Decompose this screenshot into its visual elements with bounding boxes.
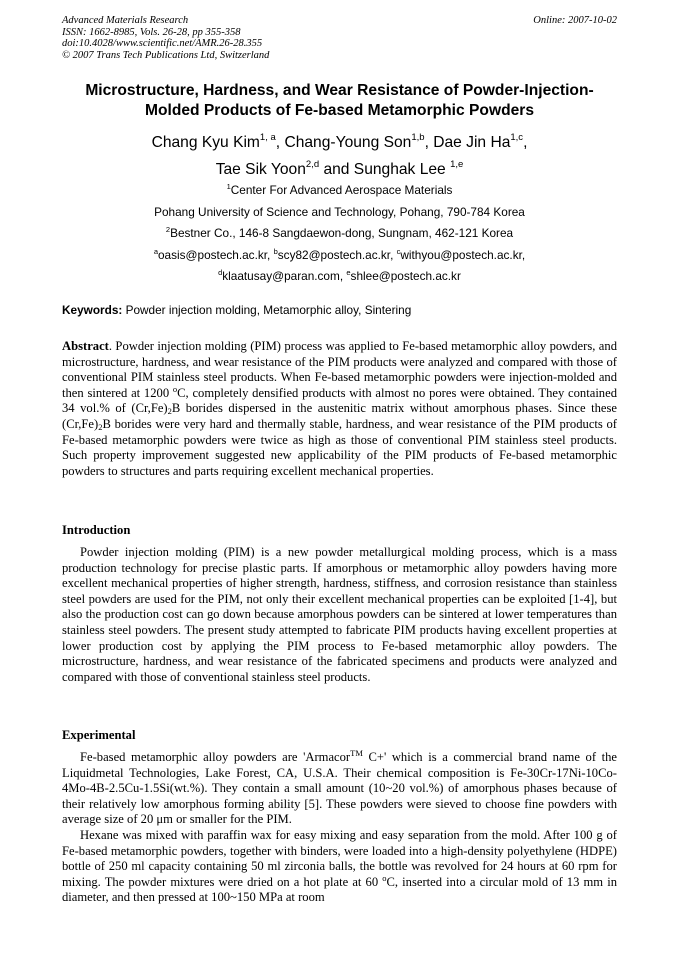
email-line-2 bbox=[62, 266, 617, 288]
affil-text: Center For Advanced Aerospace Materials bbox=[230, 183, 453, 197]
abstract-label: Abstract bbox=[62, 339, 109, 353]
email-mark: e bbox=[346, 268, 351, 278]
author-name: Chang Kyu Kim bbox=[151, 134, 260, 151]
email-mark: d bbox=[218, 268, 223, 278]
issn-line: ISSN: 1662-8985, Vols. 26-28, pp 355-358 bbox=[62, 26, 241, 38]
paragraph-text: Fe-based metamorphic alloy powders are 'Armacor bbox=[80, 750, 351, 764]
email-line-1 bbox=[62, 245, 617, 267]
email-mark: a bbox=[153, 246, 158, 256]
paper-title bbox=[62, 81, 617, 121]
degree-mark: o bbox=[382, 872, 387, 883]
paragraph-text: C+' which is a commercial brand name of the Liquidmetal Technologies, Lake Forest, CA, U.S.A. Their chemical composition is Fe-30Cr-17Ni-10Co-4Mo-4B-2.5Cu-1.5Si(wt.%). They contain a small amount (10~20 vol.%) of amorphous phases because of their relatively low amorphous forming ability [5]. These powders were sieved to choose fine powders with average size of 20 μm or smaller for the PIM. bbox=[62, 750, 617, 827]
introduction-heading: Introduction bbox=[62, 523, 131, 537]
experimental-paragraph-2 bbox=[62, 828, 617, 906]
abstract-text: B borides were very hard and thermally stable, hardness, and wear resistance of the PIM products of Fe-based metamorphic powders were twice as high as those of conventional PIM stainless steel products. Such property improvement suggested new applicability of the PIM products of Fe-based metamorphic powders to structures and parts requiring excellent mechanical properties. bbox=[62, 416, 617, 478]
degree-mark: o bbox=[172, 383, 178, 394]
keywords bbox=[62, 302, 617, 318]
experimental-paragraph-1 bbox=[62, 750, 617, 828]
email-address: withyou@postech.ac.kr, bbox=[400, 247, 526, 262]
subscript: 2 bbox=[167, 406, 172, 417]
author-name: Dae Jin Ha bbox=[433, 134, 511, 151]
abstract-text: . Powder injection molding (PIM) process was applied to Fe-based metamorphic alloy powders, and microstructure, hardness, and wear resistance of the PIM products were analyzed and compared with those of conventional PIM stainless steel products. When Fe-based metamorphic powders were injection-molded and then sintered at 1200 bbox=[62, 339, 617, 400]
doi-line: doi:10.4028/www.scientific.net/AMR.26-28.355 bbox=[62, 38, 263, 49]
affiliation-2 bbox=[62, 223, 617, 245]
subscript: 2 bbox=[98, 421, 103, 432]
author-line-2 bbox=[62, 156, 617, 183]
email-address: scy82@postech.ac.kr, bbox=[277, 247, 394, 262]
author-line-1: Chang Kyu Kim$^{1, a}$, Chang-Young Son$^{1,b}$, Dae Jin Ha$^{1,c}$, bbox=[151, 132, 528, 151]
online-date: Online: 2007-10-02 bbox=[533, 15, 617, 26]
author-name: Tae Sik Yoon bbox=[215, 161, 306, 178]
title-line-1: Microstructure, Hardness, and Wear Resistance of Powder-Injection- bbox=[85, 82, 594, 99]
affil-mark: 2 bbox=[165, 225, 171, 235]
email-address: oasis@postech.ac.kr, bbox=[158, 247, 271, 262]
trademark-mark: TM bbox=[350, 748, 363, 758]
copyright-line: © 2007 Trans Tech Publications Ltd, Switzerland bbox=[62, 49, 270, 61]
abstract bbox=[62, 339, 617, 479]
email-address: klaatusay@paran.com, bbox=[222, 269, 344, 284]
author-affil-mark: 1,c bbox=[510, 132, 524, 143]
affil-text: Bestner Co., 146-8 Sangdaewon-dong, Sungnam, 462-121 Korea bbox=[170, 226, 514, 241]
introduction-body bbox=[62, 545, 617, 685]
email-mark: c bbox=[396, 246, 401, 256]
experimental-heading: Experimental bbox=[62, 728, 136, 742]
author-affil-mark: 1,e bbox=[450, 159, 464, 170]
affil-mark: 1 bbox=[226, 182, 231, 191]
author-affil-mark: 1,b bbox=[411, 132, 425, 143]
keywords-label: Keywords: bbox=[62, 303, 123, 317]
author-name: Chang-Young Son bbox=[284, 134, 412, 151]
author-list bbox=[62, 129, 617, 183]
email-mark: b bbox=[273, 246, 278, 256]
email-address: shlee@postech.ac.kr bbox=[350, 269, 461, 284]
affiliation-1 bbox=[62, 180, 617, 202]
author-conjunction: and bbox=[319, 161, 354, 178]
paragraph-text: Hexane was mixed with paraffin wax for easy mixing and easy separation from the mold. After 100 g of Fe-based metamorphic powders, together with binders, were loaded into a high-density polyethylene (HDPE) bottle of 250 ml capacity containing 50 ml zirconia balls, the bottle was revolved for 24 hours at 60 rpm for mixing. The powder mixtures were dried on a hot plate at 60 bbox=[62, 827, 617, 889]
author-affil-mark: 1, a bbox=[259, 132, 276, 143]
abstract-paragraph bbox=[62, 339, 617, 479]
abstract-text: C, completely densified products with almost no pores were obtained. They contained 34 vol.% of (Cr,Fe) bbox=[62, 385, 617, 416]
affiliations bbox=[62, 180, 617, 288]
introduction-paragraph: Powder injection molding (PIM) is a new powder metallurgical molding process, which is a mass production technology for precise plastic parts. If amorphous or metamorphic alloy powders having more excellent mechanical properties of higher strength, hardness, stiffness, and corrosion resistance than stainless steel powders are used for the PIM, not only their excellent mechanical properties can be exploited [1-4], but also the production cost can go down because amorphous powders can be sintered at lower temperatures than stainless steel powders. The present study attempted to fabricate PIM products having excellent properties at lower production cost by applying the PIM process to Fe-based metamorphic alloy powders. The microstructure, hardness, and wear resistance of the fabricated specimens and products were analyzed and compared with those of conventional stainless steel products. bbox=[62, 545, 617, 684]
affiliation-1-address: Pohang University of Science and Technology, Pohang, 790-784 Korea bbox=[154, 204, 525, 219]
journal-name: Advanced Materials Research bbox=[62, 15, 189, 26]
author-name: Sunghak Lee bbox=[353, 161, 446, 178]
experimental-body bbox=[62, 750, 617, 906]
title-line-2: Molded Products of Fe-based Metamorphic Powders bbox=[144, 102, 535, 119]
journal-header bbox=[62, 15, 617, 61]
abstract-text: B borides dispersed in the austenitic matrix without amorphous phases. Since these (Cr,Fe) bbox=[62, 401, 617, 431]
paragraph-text: C, inserted into a circular mold of 13 mm in diameter, and then pressed at 100~150 MPa at room bbox=[62, 874, 617, 905]
keywords-text: Powder injection molding, Metamorphic alloy, Sintering bbox=[122, 303, 412, 317]
author-affil-mark: 2,d bbox=[305, 159, 320, 170]
